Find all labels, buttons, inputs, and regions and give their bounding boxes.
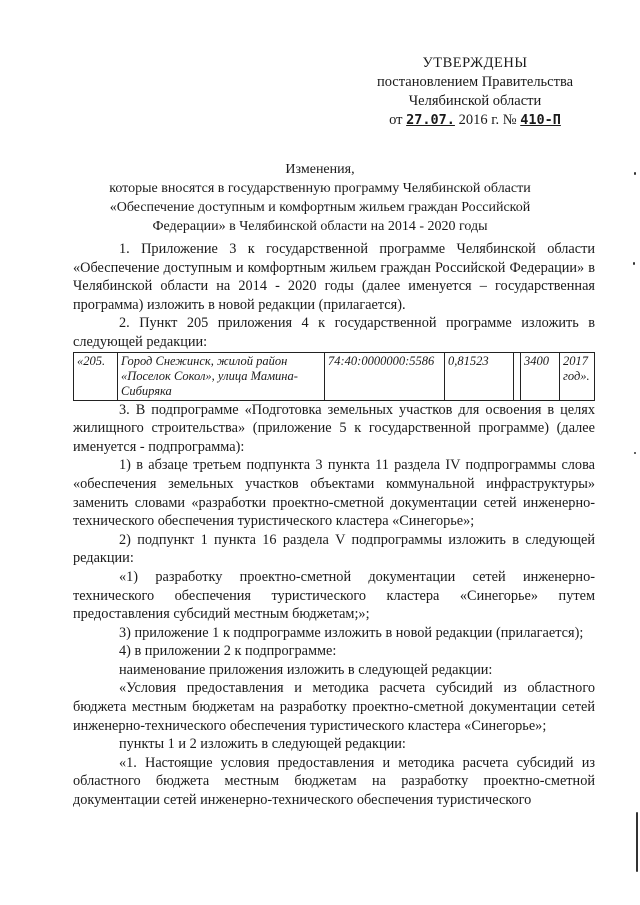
paragraph-12: «1. Настоящие условия предоставления и методика расчета субсидий из областного бюджета местным бюджетам на разработку проектно-сметной документации сетей инженерно-технического обеспечения туристического <box>73 754 595 809</box>
decree-number: 410-П <box>520 112 561 128</box>
approval-date-line <box>389 111 561 130</box>
paragraph-4: 1) в абзаце третьем подпункта 3 пункта 11 раздела IV подпрограммы слова «обеспечения земельных участков объектами коммунальной инфраструктуры» заменить словами «разработки проектно-сметной документации сетей инженерно-технического обеспечения туристического кластера «Синегорье»; <box>73 457 595 530</box>
approval-block <box>360 54 590 130</box>
amendment-table <box>73 352 595 401</box>
title-line-2: которые вносятся в государственную программу Челябинской области <box>109 181 531 196</box>
cell-area: 0,81523 <box>445 352 514 400</box>
scan-speck <box>634 452 636 454</box>
approval-line-1: постановлением Правительства <box>376 74 574 90</box>
cell-empty <box>514 352 521 400</box>
table-row <box>74 352 595 400</box>
document-body <box>73 240 595 810</box>
date-prefix: от <box>389 112 403 128</box>
cell-location: Город Снежинск, жилой район «Поселок Сокол», улица Мамина-Сибиряка <box>118 352 325 400</box>
document-title <box>80 160 560 236</box>
approval-line-2: Челябинской области <box>408 93 542 109</box>
paragraph-11: пункты 1 и 2 изложить в следующей редакции: <box>119 736 406 753</box>
title-line-3: «Обеспечение доступным и комфортным жильем граждан Российской <box>109 200 531 215</box>
approval-heading: УТВЕРЖДЕНЫ <box>422 55 528 71</box>
paragraph-8: 4) в приложении 2 к подпрограмме: <box>119 643 337 660</box>
cell-number: «205. <box>74 352 118 400</box>
scan-edge-line <box>636 812 638 872</box>
title-line-4: Федерации» в Челябинской области на 2014 - 2020 годы <box>152 219 488 234</box>
cell-cost: 3400 <box>521 352 560 400</box>
paragraph-7: 3) приложение 1 к подпрограмме изложить в новой редакции (прилагается); <box>119 624 584 641</box>
paragraph-3: 3. В подпрограмме «Подготовка земельных участков для освоения в целях жилищного строительства» (приложение 5 к государственной программе) (далее именуется - подпрограмма): <box>73 401 595 455</box>
paragraph-10: «Условия предоставления и методика расчета субсидий из областного бюджета местным бюджетам на разработку проектно-сметной документации сетей инженерно-технического обеспечения туристического кластера «Синегорье»; <box>73 680 595 734</box>
scan-speck <box>633 262 635 265</box>
paragraph-1: 1. Приложение 3 к государственной программе Челябинской области «Обеспечение доступным и комфортным жильем граждан Российской Федерации» в Челябинской области на 2014 - 2020 годы (далее именуется – государственная программа) изложить в новой редакции (прилагается). <box>73 241 595 313</box>
cell-year: 2017 год». <box>560 352 595 400</box>
scan-speck <box>634 172 636 175</box>
paragraph-6: «1) разработку проектно-сметной документации сетей инженерно-технического обеспечения туристического кластера «Синегорье» путем предоставления субсидий местным бюджетам;»; <box>73 568 595 623</box>
paragraph-9: наименование приложения изложить в следующей редакции: <box>119 661 493 678</box>
paragraph-2: 2. Пункт 205 приложения 4 к государственной программе изложить в следующей редакции: <box>73 315 595 350</box>
date-year: 2016 г. № <box>458 112 517 128</box>
paragraph-5: 2) подпункт 1 пункта 16 раздела V подпрограммы изложить в следующей редакции: <box>73 531 595 567</box>
title-line-1: Изменения, <box>285 162 355 177</box>
cell-cadastral: 74:40:0000000:5586 <box>325 352 445 400</box>
date-value: 27.07. <box>406 112 455 128</box>
